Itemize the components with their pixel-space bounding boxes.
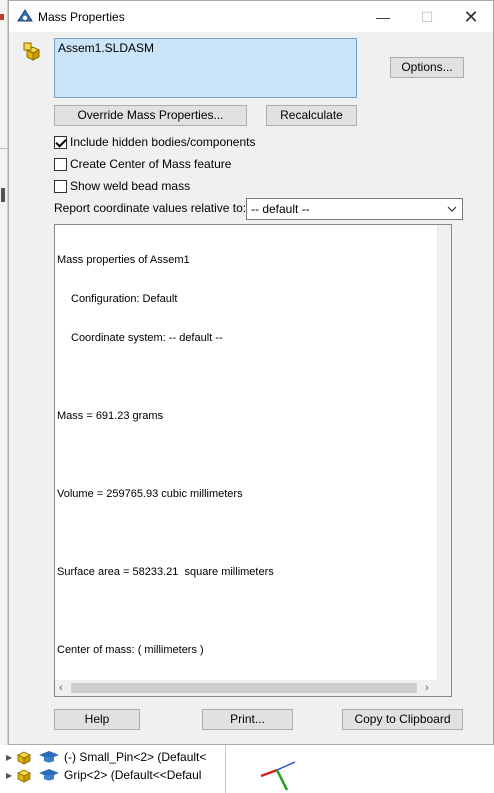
expand-arrow-icon[interactable]: ▶ — [6, 752, 13, 762]
tree-item-label: (-) Small_Pin<2> (Default< — [64, 750, 207, 764]
part-icon — [16, 749, 36, 765]
include-hidden-label: Include hidden bodies/components — [70, 135, 256, 149]
assembly-icon — [23, 41, 45, 63]
results-mass: Mass = 691.23 grams — [57, 410, 164, 422]
weld-bead-checkbox[interactable] — [54, 180, 67, 193]
center-of-mass-label: Create Center of Mass feature — [70, 157, 232, 171]
results-volume: Volume = 259765.93 cubic millimeters — [57, 488, 243, 500]
minimize-button[interactable]: — — [376, 9, 390, 25]
center-of-mass-checkbox[interactable] — [54, 158, 67, 171]
mate-cap-icon — [38, 749, 60, 765]
tree-item-small-pin[interactable] — [6, 747, 206, 767]
results-coordinate-system: Coordinate system: -- default -- — [71, 332, 223, 344]
expand-arrow-icon[interactable]: ▶ — [6, 770, 13, 780]
results-text-area[interactable] — [54, 224, 452, 697]
results-header: Mass properties of Assem1 — [57, 254, 190, 266]
part-icon — [16, 767, 36, 783]
horizontal-scroll-thumb[interactable] — [71, 683, 417, 693]
scroll-corner — [437, 680, 451, 696]
panel-divider[interactable] — [225, 745, 226, 793]
include-hidden-checkbox[interactable] — [54, 136, 67, 149]
options-button[interactable]: Options... — [390, 57, 464, 78]
axis-triad-icon — [255, 748, 301, 792]
results-com-header: Center of mass: ( millimeters ) — [57, 644, 204, 656]
coordinate-system-dropdown[interactable] — [246, 198, 463, 220]
horizontal-scrollbar[interactable] — [55, 680, 438, 696]
background-app-strip — [0, 0, 8, 745]
vertical-scrollbar[interactable] — [437, 225, 451, 682]
mass-properties-dialog — [8, 0, 494, 745]
report-coordinate-label: Report coordinate values relative to: — [54, 201, 247, 215]
tree-item-grip[interactable] — [6, 765, 201, 785]
title-bar[interactable] — [9, 1, 493, 32]
background-red-mark — [0, 14, 4, 20]
results-content — [55, 225, 438, 682]
maximize-button[interactable]: ☐ — [420, 9, 434, 25]
selection-list[interactable] — [54, 38, 357, 98]
print-button[interactable]: Print... — [202, 709, 293, 730]
tree-item-label: Grip<2> (Default<<Defaul — [64, 768, 202, 782]
results-configuration: Configuration: Default — [71, 293, 178, 305]
copy-to-clipboard-button[interactable]: Copy to Clipboard — [342, 709, 463, 730]
selection-item[interactable]: Assem1.SLDASM — [58, 41, 155, 55]
results-surface-area: Surface area = 58233.21 square millimeters — [57, 566, 274, 578]
include-hidden-option[interactable] — [54, 134, 255, 150]
feature-tree — [0, 745, 494, 793]
scroll-left-icon[interactable]: ‹ — [59, 682, 63, 694]
chevron-down-icon — [446, 203, 458, 215]
coordinate-system-value: -- default -- — [251, 202, 310, 216]
background-divider — [0, 148, 8, 149]
recalculate-button[interactable]: Recalculate — [266, 105, 357, 126]
close-button[interactable]: ✕ — [463, 7, 479, 27]
center-of-mass-option[interactable] — [54, 156, 231, 172]
weld-bead-option[interactable] — [54, 178, 190, 194]
window-title: Mass Properties — [38, 10, 125, 24]
weld-bead-label: Show weld bead mass — [70, 179, 191, 193]
override-mass-properties-button[interactable]: Override Mass Properties... — [54, 105, 247, 126]
mass-properties-icon — [16, 7, 34, 25]
background-tick — [1, 188, 5, 202]
mate-cap-icon — [38, 767, 60, 783]
scroll-right-icon[interactable]: › — [425, 682, 429, 694]
help-button[interactable]: Help — [54, 709, 140, 730]
